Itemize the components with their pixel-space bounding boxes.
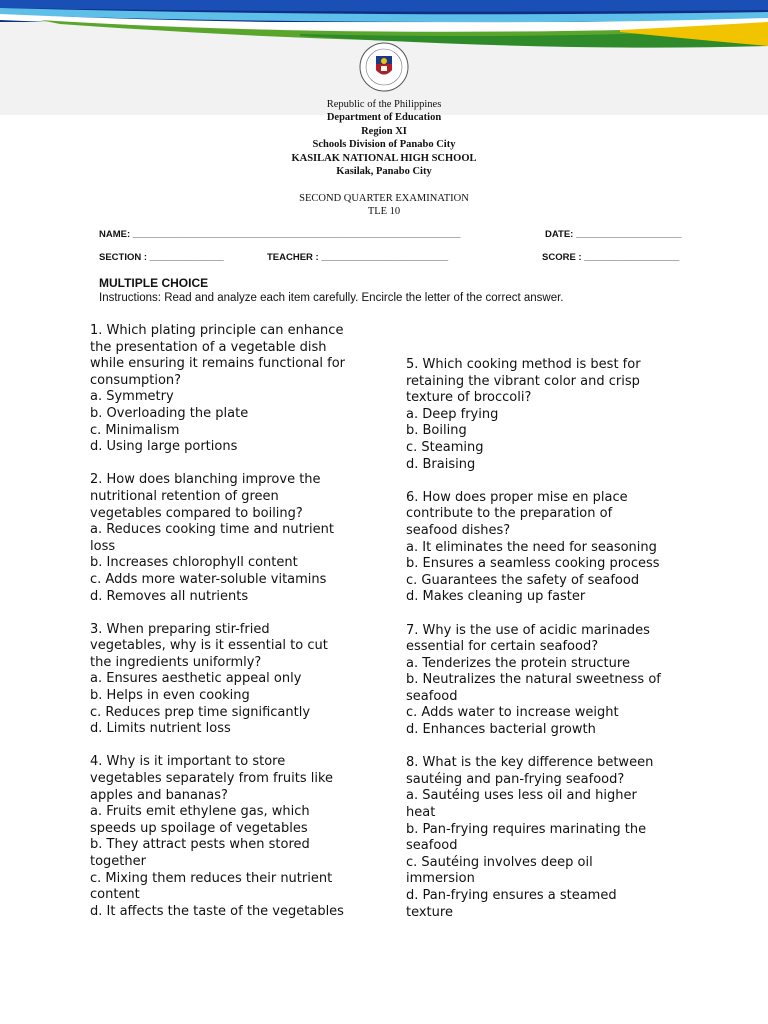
- instructions: Instructions: Read and analyze each item carefully. Encircle the letter of the correct answer.: [99, 292, 564, 304]
- answer-option[interactable]: c. Sautéing involves deep oil: [406, 854, 593, 870]
- answer-option[interactable]: immersion: [406, 871, 475, 887]
- questions-left-column: [90, 323, 345, 937]
- score-field[interactable]: SCORE : __________________: [542, 252, 680, 263]
- section-title: MULTIPLE CHOICE: [99, 276, 209, 290]
- question-text: 3. When preparing stir-fried: [90, 621, 270, 637]
- question-text: 8. What is the key difference between: [406, 755, 654, 771]
- question-item: [406, 755, 661, 921]
- question-text: retaining the vibrant color and crisp: [406, 373, 640, 389]
- answer-option[interactable]: seafood: [406, 688, 458, 704]
- answer-option[interactable]: texture: [406, 904, 453, 920]
- answer-option[interactable]: a. Reduces cooking time and nutrient: [90, 522, 334, 538]
- question-item: [406, 357, 661, 473]
- answer-option[interactable]: c. Adds water to increase weight: [406, 705, 619, 721]
- question-text: 7. Why is the use of acidic marinades: [406, 622, 650, 638]
- exam-heading: [0, 192, 768, 219]
- department-line: Department of Education: [326, 112, 442, 124]
- answer-option[interactable]: a. Sautéing uses less oil and higher: [406, 788, 637, 804]
- answer-option[interactable]: a. Deep frying: [406, 406, 499, 422]
- answer-option[interactable]: a. Ensures aesthetic appeal only: [90, 671, 302, 687]
- school-line: KASILAK NATIONAL HIGH SCHOOL: [291, 152, 477, 164]
- answer-option[interactable]: content: [90, 887, 140, 903]
- answer-option[interactable]: heat: [406, 805, 436, 821]
- question-text: essential for certain seafood?: [406, 639, 599, 655]
- question-item: [406, 623, 661, 739]
- answer-option[interactable]: seafood: [406, 838, 458, 854]
- answer-option[interactable]: d. Limits nutrient loss: [90, 721, 231, 737]
- answer-option[interactable]: d. It affects the taste of the vegetables: [90, 903, 344, 919]
- question-text: while ensuring it remains functional for: [90, 356, 346, 372]
- question-text: contribute to the preparation of: [406, 506, 613, 522]
- question-text: 6. How does proper mise en place: [406, 489, 628, 505]
- question-item: [90, 323, 345, 456]
- exam-title: SECOND QUARTER EXAMINATION: [299, 193, 469, 204]
- question-text: nutritional retention of green: [90, 488, 279, 504]
- answer-option[interactable]: loss: [90, 538, 116, 554]
- answer-option[interactable]: b. They attract pests when stored: [90, 837, 310, 853]
- question-text: texture of broccoli?: [406, 390, 532, 406]
- answer-option[interactable]: b. Increases chlorophyll content: [90, 555, 298, 571]
- answer-option[interactable]: d. Pan-frying ensures a steamed: [406, 888, 617, 903]
- answer-option[interactable]: b. Overloading the plate: [90, 405, 249, 421]
- answer-option[interactable]: a. Fruits emit ethylene gas, which: [90, 804, 310, 820]
- teacher-field[interactable]: TEACHER : ________________________: [267, 252, 449, 263]
- question-text: 1. Which plating principle can enhance: [90, 323, 344, 338]
- question-item: [406, 490, 661, 606]
- republic-line: Republic of the Philippines: [326, 99, 442, 110]
- answer-option[interactable]: c. Adds more water-soluble vitamins: [90, 571, 327, 587]
- answer-option[interactable]: c. Guarantees the safety of seafood: [406, 572, 640, 588]
- answer-option[interactable]: d. Enhances bacterial growth: [406, 722, 596, 738]
- answer-option[interactable]: b. Boiling: [406, 423, 467, 439]
- question-text: apples and bananas?: [90, 787, 228, 803]
- question-item: [90, 754, 345, 920]
- division-line: Schools Division of Panabo City: [312, 139, 456, 151]
- question-item: [90, 622, 345, 738]
- answer-option[interactable]: d. Makes cleaning up faster: [406, 589, 586, 605]
- deped-seal-icon: [359, 42, 409, 92]
- answer-option[interactable]: c. Steaming: [406, 439, 484, 455]
- question-text: vegetables, why is it essential to cut: [90, 638, 328, 654]
- question-item: [90, 472, 345, 605]
- answer-option[interactable]: speeds up spoilage of vegetables: [90, 820, 308, 836]
- question-text: 2. How does blanching improve the: [90, 472, 321, 488]
- answer-option[interactable]: d. Braising: [406, 456, 476, 472]
- answer-option[interactable]: b. Pan-frying requires marinating the: [406, 821, 647, 837]
- answer-option[interactable]: b. Neutralizes the natural sweetness of: [406, 672, 661, 688]
- question-text: sautéing and pan-frying seafood?: [406, 771, 625, 787]
- location-line: Kasilak, Panabo City: [336, 166, 432, 178]
- answer-option[interactable]: c. Reduces prep time significantly: [90, 704, 311, 720]
- answer-option[interactable]: a. It eliminates the need for seasoning: [406, 539, 657, 555]
- section-field[interactable]: SECTION : ______________: [99, 252, 224, 263]
- region-line: Region XI: [361, 125, 407, 137]
- answer-option[interactable]: c. Minimalism: [90, 422, 180, 438]
- answer-option[interactable]: c. Mixing them reduces their nutrient: [90, 870, 333, 886]
- name-field[interactable]: NAME: ______________________________________________________________: [99, 229, 461, 240]
- question-text: vegetables compared to boiling?: [90, 505, 303, 521]
- answer-option[interactable]: b. Helps in even cooking: [90, 688, 250, 704]
- answer-option[interactable]: together: [90, 854, 146, 869]
- answer-option[interactable]: a. Symmetry: [90, 389, 174, 405]
- question-text: consumption?: [90, 372, 182, 388]
- questions-right-column: [406, 357, 661, 938]
- question-text: vegetables separately from fruits like: [90, 771, 334, 787]
- letterhead: [0, 98, 768, 178]
- question-text: 5. Which cooking method is best for: [406, 357, 641, 372]
- question-text: the presentation of a vegetable dish: [90, 339, 327, 355]
- answer-option[interactable]: d. Using large portions: [90, 439, 238, 455]
- answer-option[interactable]: b. Ensures a seamless cooking process: [406, 556, 660, 572]
- question-text: seafood dishes?: [406, 522, 511, 538]
- subject-line: TLE 10: [367, 206, 401, 218]
- question-text: 4. Why is it important to store: [90, 754, 286, 770]
- answer-option[interactable]: d. Removes all nutrients: [90, 588, 249, 604]
- question-text: the ingredients uniformly?: [90, 654, 262, 670]
- date-field[interactable]: DATE: ____________________: [545, 229, 682, 240]
- answer-option[interactable]: a. Tenderizes the protein structure: [406, 655, 630, 671]
